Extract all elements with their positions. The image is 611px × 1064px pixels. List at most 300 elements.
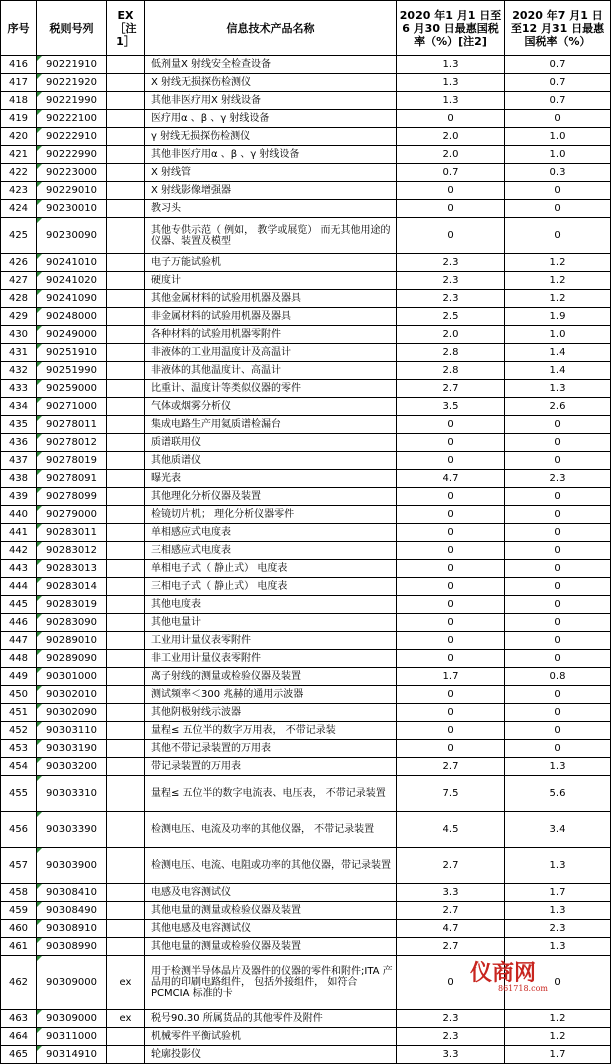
cell-rate1: 2.3	[397, 254, 505, 272]
cell-code: 90302090	[37, 704, 107, 722]
cell-ex	[107, 542, 145, 560]
cell-code: 90303390	[37, 812, 107, 848]
table-row	[1, 650, 611, 668]
table-row	[1, 326, 611, 344]
table-row	[1, 596, 611, 614]
cell-rate1: 0	[397, 182, 505, 200]
cell-code: 90230010	[37, 200, 107, 218]
cell-ex	[107, 146, 145, 164]
table-row	[1, 272, 611, 290]
cell-rate2: 1.2	[505, 1010, 611, 1028]
cell-ex	[107, 182, 145, 200]
cell-no: 452	[1, 722, 37, 740]
cell-no: 416	[1, 56, 37, 74]
cell-rate2: 0	[505, 488, 611, 506]
cell-code: 90303200	[37, 758, 107, 776]
cell-name: 电感及电容测试仪	[145, 884, 397, 902]
cell-ex	[107, 128, 145, 146]
cell-code: 90283014	[37, 578, 107, 596]
cell-name: 其他阴极射线示波器	[145, 704, 397, 722]
header-name: 信息技术产品名称	[145, 1, 397, 56]
cell-rate2: 1.3	[505, 848, 611, 884]
cell-no: 417	[1, 74, 37, 92]
cell-ex	[107, 614, 145, 632]
cell-no: 421	[1, 146, 37, 164]
cell-no: 460	[1, 920, 37, 938]
cell-rate2: 0	[505, 452, 611, 470]
cell-code: 90278091	[37, 470, 107, 488]
cell-name: 医疗用α 、β 、γ 射线设备	[145, 110, 397, 128]
cell-no: 457	[1, 848, 37, 884]
cell-no: 464	[1, 1028, 37, 1046]
cell-code: 90289090	[37, 650, 107, 668]
cell-rate1: 0	[397, 956, 505, 1010]
cell-no: 430	[1, 326, 37, 344]
cell-no: 453	[1, 740, 37, 758]
cell-rate1: 7.5	[397, 776, 505, 812]
cell-rate2: 0	[505, 686, 611, 704]
cell-rate2: 0.8	[505, 668, 611, 686]
cell-rate2: 1.0	[505, 146, 611, 164]
cell-ex	[107, 884, 145, 902]
cell-rate1: 0	[397, 596, 505, 614]
table-row	[1, 380, 611, 398]
table-row	[1, 632, 611, 650]
cell-name: 质谱联用仪	[145, 434, 397, 452]
cell-rate1: 0	[397, 560, 505, 578]
cell-rate2: 1.2	[505, 272, 611, 290]
table-row	[1, 614, 611, 632]
cell-rate2: 5.6	[505, 776, 611, 812]
cell-code: 90283011	[37, 524, 107, 542]
cell-rate1: 0	[397, 506, 505, 524]
cell-ex	[107, 362, 145, 380]
cell-code: 90221990	[37, 92, 107, 110]
cell-ex	[107, 110, 145, 128]
cell-ex	[107, 272, 145, 290]
cell-no: 463	[1, 1010, 37, 1028]
cell-ex	[107, 326, 145, 344]
cell-code: 90241090	[37, 290, 107, 308]
cell-rate1: 2.7	[397, 848, 505, 884]
cell-rate2: 1.7	[505, 884, 611, 902]
header-no: 序号	[1, 1, 37, 56]
cell-no: 455	[1, 776, 37, 812]
table-row	[1, 110, 611, 128]
cell-rate2: 0	[505, 110, 611, 128]
cell-no: 419	[1, 110, 37, 128]
cell-code: 90279000	[37, 506, 107, 524]
cell-rate1: 0	[397, 650, 505, 668]
cell-name: X 射线影像增强器	[145, 182, 397, 200]
cell-ex	[107, 164, 145, 182]
cell-name: 其他电量的测量或检验仪器及装置	[145, 902, 397, 920]
cell-no: 432	[1, 362, 37, 380]
cell-rate2: 1.0	[505, 128, 611, 146]
cell-name: 比重计、温度计等类似仪器的零件	[145, 380, 397, 398]
cell-no: 441	[1, 524, 37, 542]
cell-rate1: 2.8	[397, 344, 505, 362]
cell-rate1: 2.3	[397, 290, 505, 308]
cell-no: 438	[1, 470, 37, 488]
table-row	[1, 848, 611, 884]
cell-name: 非液体的工业用温度计及高温计	[145, 344, 397, 362]
cell-ex	[107, 686, 145, 704]
cell-ex: ex	[107, 1010, 145, 1028]
cell-rate1: 0.7	[397, 164, 505, 182]
cell-no: 431	[1, 344, 37, 362]
cell-rate1: 0	[397, 434, 505, 452]
cell-ex	[107, 398, 145, 416]
header-row	[1, 1, 611, 56]
table-row	[1, 344, 611, 362]
table-body	[1, 56, 611, 1064]
cell-ex	[107, 938, 145, 956]
cell-ex	[107, 488, 145, 506]
cell-rate2: 1.0	[505, 326, 611, 344]
cell-rate2: 0.3	[505, 164, 611, 182]
cell-rate2: 0	[505, 722, 611, 740]
cell-code: 90289010	[37, 632, 107, 650]
cell-code: 90271000	[37, 398, 107, 416]
header-rate2: 2020 年7 月1 日至12 月31 日最惠国税率（%）	[505, 1, 611, 56]
cell-ex	[107, 200, 145, 218]
cell-no: 439	[1, 488, 37, 506]
cell-ex	[107, 308, 145, 326]
cell-name: X 射线无损探伤检测仪	[145, 74, 397, 92]
cell-no: 445	[1, 596, 37, 614]
cell-no: 447	[1, 632, 37, 650]
cell-name: 工业用计量仪表零附件	[145, 632, 397, 650]
cell-rate2: 1.2	[505, 290, 611, 308]
cell-rate2: 0	[505, 740, 611, 758]
cell-name: 其他专供示范（ 例如， 教学或展览） 而无其他用途的仪器、装置及模型	[145, 218, 397, 254]
cell-rate2: 1.9	[505, 308, 611, 326]
table-row	[1, 686, 611, 704]
table-row	[1, 434, 611, 452]
cell-rate1: 3.3	[397, 884, 505, 902]
cell-no: 440	[1, 506, 37, 524]
cell-rate2: 0	[505, 614, 611, 632]
cell-ex	[107, 920, 145, 938]
cell-rate1: 0	[397, 218, 505, 254]
cell-rate1: 0	[397, 452, 505, 470]
table-row	[1, 704, 611, 722]
cell-name: 教习头	[145, 200, 397, 218]
table-row	[1, 758, 611, 776]
cell-rate1: 2.3	[397, 1028, 505, 1046]
cell-code: 90251910	[37, 344, 107, 362]
cell-ex	[107, 524, 145, 542]
cell-ex	[107, 722, 145, 740]
cell-name: 其他理化分析仪器及装置	[145, 488, 397, 506]
table-row	[1, 902, 611, 920]
cell-name: 曝光表	[145, 470, 397, 488]
cell-rate2: 0	[505, 506, 611, 524]
table-row	[1, 92, 611, 110]
table-row	[1, 470, 611, 488]
cell-code: 90251990	[37, 362, 107, 380]
header-rate1: 2020 年1 月1 日至6 月30 日最惠国税率（%）[注2]	[397, 1, 505, 56]
cell-name: 其他非医疗用X 射线设备	[145, 92, 397, 110]
table-row	[1, 668, 611, 686]
cell-rate1: 0	[397, 578, 505, 596]
cell-code: 90301000	[37, 668, 107, 686]
cell-code: 90308410	[37, 884, 107, 902]
cell-name: 非液体的其他温度计、高温计	[145, 362, 397, 380]
cell-rate2: 0	[505, 704, 611, 722]
cell-rate2: 1.3	[505, 938, 611, 956]
cell-ex	[107, 1046, 145, 1064]
table-row	[1, 956, 611, 1010]
cell-no: 423	[1, 182, 37, 200]
cell-ex	[107, 254, 145, 272]
table-row	[1, 128, 611, 146]
table-row	[1, 74, 611, 92]
cell-no: 459	[1, 902, 37, 920]
cell-ex	[107, 578, 145, 596]
cell-no: 448	[1, 650, 37, 668]
cell-no: 425	[1, 218, 37, 254]
cell-rate1: 2.3	[397, 1010, 505, 1028]
cell-name: 非工业用计量仪表零附件	[145, 650, 397, 668]
cell-rate2: 0	[505, 650, 611, 668]
cell-name: 低剂量X 射线安全检查设备	[145, 56, 397, 74]
cell-name: 气体或烟雾分析仪	[145, 398, 397, 416]
table-row	[1, 290, 611, 308]
cell-rate1: 4.7	[397, 920, 505, 938]
cell-rate2: 0.7	[505, 74, 611, 92]
cell-rate1: 4.5	[397, 812, 505, 848]
cell-ex: ex	[107, 956, 145, 1010]
cell-name: X 射线管	[145, 164, 397, 182]
cell-name: 量程≤ 五位半的数字万用表， 不带记录装	[145, 722, 397, 740]
cell-code: 90302010	[37, 686, 107, 704]
cell-no: 427	[1, 272, 37, 290]
cell-name: 带记录装置的万用表	[145, 758, 397, 776]
table-row	[1, 560, 611, 578]
cell-rate1: 2.7	[397, 758, 505, 776]
cell-code: 90308490	[37, 902, 107, 920]
table-row	[1, 416, 611, 434]
cell-ex	[107, 758, 145, 776]
cell-rate2: 2.6	[505, 398, 611, 416]
table-row	[1, 578, 611, 596]
cell-code: 90249000	[37, 326, 107, 344]
table-row	[1, 56, 611, 74]
cell-ex	[107, 812, 145, 848]
cell-name: 电子万能试验机	[145, 254, 397, 272]
table-row	[1, 200, 611, 218]
cell-rate1: 0	[397, 704, 505, 722]
cell-code: 90259000	[37, 380, 107, 398]
cell-name: 其他电度表	[145, 596, 397, 614]
cell-rate2: 1.3	[505, 902, 611, 920]
cell-name: 其他电量的测量或检验仪器及装置	[145, 938, 397, 956]
watermark-brand: 仪商网	[470, 960, 537, 986]
cell-rate2: 1.2	[505, 1028, 611, 1046]
cell-name: 其他质谱仪	[145, 452, 397, 470]
cell-no: 426	[1, 254, 37, 272]
cell-code: 90278099	[37, 488, 107, 506]
cell-rate2: 3.4	[505, 812, 611, 848]
cell-rate1: 2.0	[397, 128, 505, 146]
cell-code: 90283012	[37, 542, 107, 560]
cell-rate2: 2.3	[505, 470, 611, 488]
cell-code: 90278011	[37, 416, 107, 434]
cell-ex	[107, 902, 145, 920]
cell-rate2: 1.7	[505, 1046, 611, 1064]
cell-rate2: 0	[505, 542, 611, 560]
cell-rate2: 1.2	[505, 254, 611, 272]
cell-ex	[107, 848, 145, 884]
cell-rate2: 0	[505, 218, 611, 254]
cell-code: 90308990	[37, 938, 107, 956]
cell-rate1: 0	[397, 524, 505, 542]
cell-name: 离子射线的测量或检验仪器及装置	[145, 668, 397, 686]
cell-ex	[107, 92, 145, 110]
cell-name: 量程≤ 五位半的数字电流表、电压表， 不带记录装置	[145, 776, 397, 812]
cell-name: γ 射线无损探伤检测仪	[145, 128, 397, 146]
cell-no: 450	[1, 686, 37, 704]
cell-name: 用于检测半导体晶片及器件的仪器的零件和附件;ITA 产品用的印刷电路组件， 包括外接组件， 如符合PCMCIA 标准的卡	[145, 956, 397, 1010]
cell-rate1: 2.8	[397, 362, 505, 380]
cell-name: 轮廓投影仪	[145, 1046, 397, 1064]
cell-rate1: 2.3	[397, 272, 505, 290]
cell-code: 90283090	[37, 614, 107, 632]
cell-rate1: 0	[397, 542, 505, 560]
cell-name: 其他金属材料的试验用机器及器具	[145, 290, 397, 308]
table-row	[1, 254, 611, 272]
cell-no: 451	[1, 704, 37, 722]
cell-no: 454	[1, 758, 37, 776]
cell-no: 429	[1, 308, 37, 326]
cell-rate2: 0	[505, 560, 611, 578]
cell-ex	[107, 452, 145, 470]
table-row	[1, 182, 611, 200]
table-row	[1, 1010, 611, 1028]
cell-rate1: 0	[397, 200, 505, 218]
cell-rate2: 2.3	[505, 920, 611, 938]
table-row	[1, 308, 611, 326]
cell-name: 税号90.30 所属货品的其他零件及附件	[145, 1010, 397, 1028]
cell-no: 428	[1, 290, 37, 308]
cell-no: 435	[1, 416, 37, 434]
cell-rate2: 0	[505, 434, 611, 452]
cell-no: 434	[1, 398, 37, 416]
cell-rate2: 0	[505, 596, 611, 614]
cell-ex	[107, 1028, 145, 1046]
cell-no: 458	[1, 884, 37, 902]
cell-name: 其他不带记录装置的万用表	[145, 740, 397, 758]
cell-name: 机械零件平衡试验机	[145, 1028, 397, 1046]
cell-rate1: 1.3	[397, 92, 505, 110]
cell-code: 90222100	[37, 110, 107, 128]
cell-rate1: 0	[397, 416, 505, 434]
cell-rate2: 0	[505, 200, 611, 218]
cell-no: 418	[1, 92, 37, 110]
cell-ex	[107, 416, 145, 434]
cell-rate1: 1.3	[397, 74, 505, 92]
table-row	[1, 218, 611, 254]
cell-rate1: 0	[397, 740, 505, 758]
cell-name: 检测电压、电流及功率的其他仪器， 不带记录装置	[145, 812, 397, 848]
cell-rate2: 1.3	[505, 758, 611, 776]
cell-name: 三相电子式（ 静止式） 电度表	[145, 578, 397, 596]
table-row	[1, 164, 611, 182]
cell-name: 集成电路生产用氦质谱检漏台	[145, 416, 397, 434]
cell-rate1: 3.3	[397, 1046, 505, 1064]
cell-code: 90222990	[37, 146, 107, 164]
cell-rate1: 0	[397, 632, 505, 650]
cell-rate2: 0	[505, 524, 611, 542]
cell-rate2: 1.4	[505, 362, 611, 380]
cell-rate1: 2.0	[397, 146, 505, 164]
cell-ex	[107, 776, 145, 812]
cell-name: 其他电量计	[145, 614, 397, 632]
cell-rate2: 0	[505, 632, 611, 650]
cell-code: 90278012	[37, 434, 107, 452]
cell-rate1: 2.0	[397, 326, 505, 344]
cell-ex	[107, 56, 145, 74]
cell-ex	[107, 380, 145, 398]
cell-rate1: 0	[397, 110, 505, 128]
cell-rate1: 2.7	[397, 938, 505, 956]
cell-code: 90309000	[37, 1010, 107, 1028]
cell-ex	[107, 290, 145, 308]
watermark-site: 861718.com	[498, 984, 548, 993]
cell-rate1: 1.7	[397, 668, 505, 686]
cell-no: 444	[1, 578, 37, 596]
cell-code: 90241010	[37, 254, 107, 272]
table-row	[1, 722, 611, 740]
table-row	[1, 506, 611, 524]
table-row	[1, 488, 611, 506]
cell-code: 90311000	[37, 1028, 107, 1046]
table-row	[1, 542, 611, 560]
cell-code: 90230090	[37, 218, 107, 254]
cell-name: 单相感应式电度表	[145, 524, 397, 542]
cell-name: 其他非医疗用α 、β 、γ 射线设备	[145, 146, 397, 164]
cell-ex	[107, 650, 145, 668]
table-row	[1, 812, 611, 848]
table-row	[1, 452, 611, 470]
cell-name: 检镜切片机； 理化分析仪器零件	[145, 506, 397, 524]
cell-rate2: 0	[505, 182, 611, 200]
cell-no: 424	[1, 200, 37, 218]
cell-rate1: 2.5	[397, 308, 505, 326]
cell-no: 462	[1, 956, 37, 1010]
cell-name: 单相电子式（ 静止式） 电度表	[145, 560, 397, 578]
table-row	[1, 524, 611, 542]
cell-code: 90283019	[37, 596, 107, 614]
table-row	[1, 938, 611, 956]
cell-code: 90248000	[37, 308, 107, 326]
cell-ex	[107, 740, 145, 758]
cell-rate2: 0	[505, 578, 611, 596]
cell-code: 90283013	[37, 560, 107, 578]
cell-no: 446	[1, 614, 37, 632]
cell-no: 465	[1, 1046, 37, 1064]
cell-ex	[107, 218, 145, 254]
cell-code: 90222910	[37, 128, 107, 146]
cell-name: 非金属材料的试验用机器及器具	[145, 308, 397, 326]
cell-code: 90314910	[37, 1046, 107, 1064]
table-row	[1, 884, 611, 902]
cell-code: 90303900	[37, 848, 107, 884]
table-row	[1, 146, 611, 164]
cell-ex	[107, 632, 145, 650]
